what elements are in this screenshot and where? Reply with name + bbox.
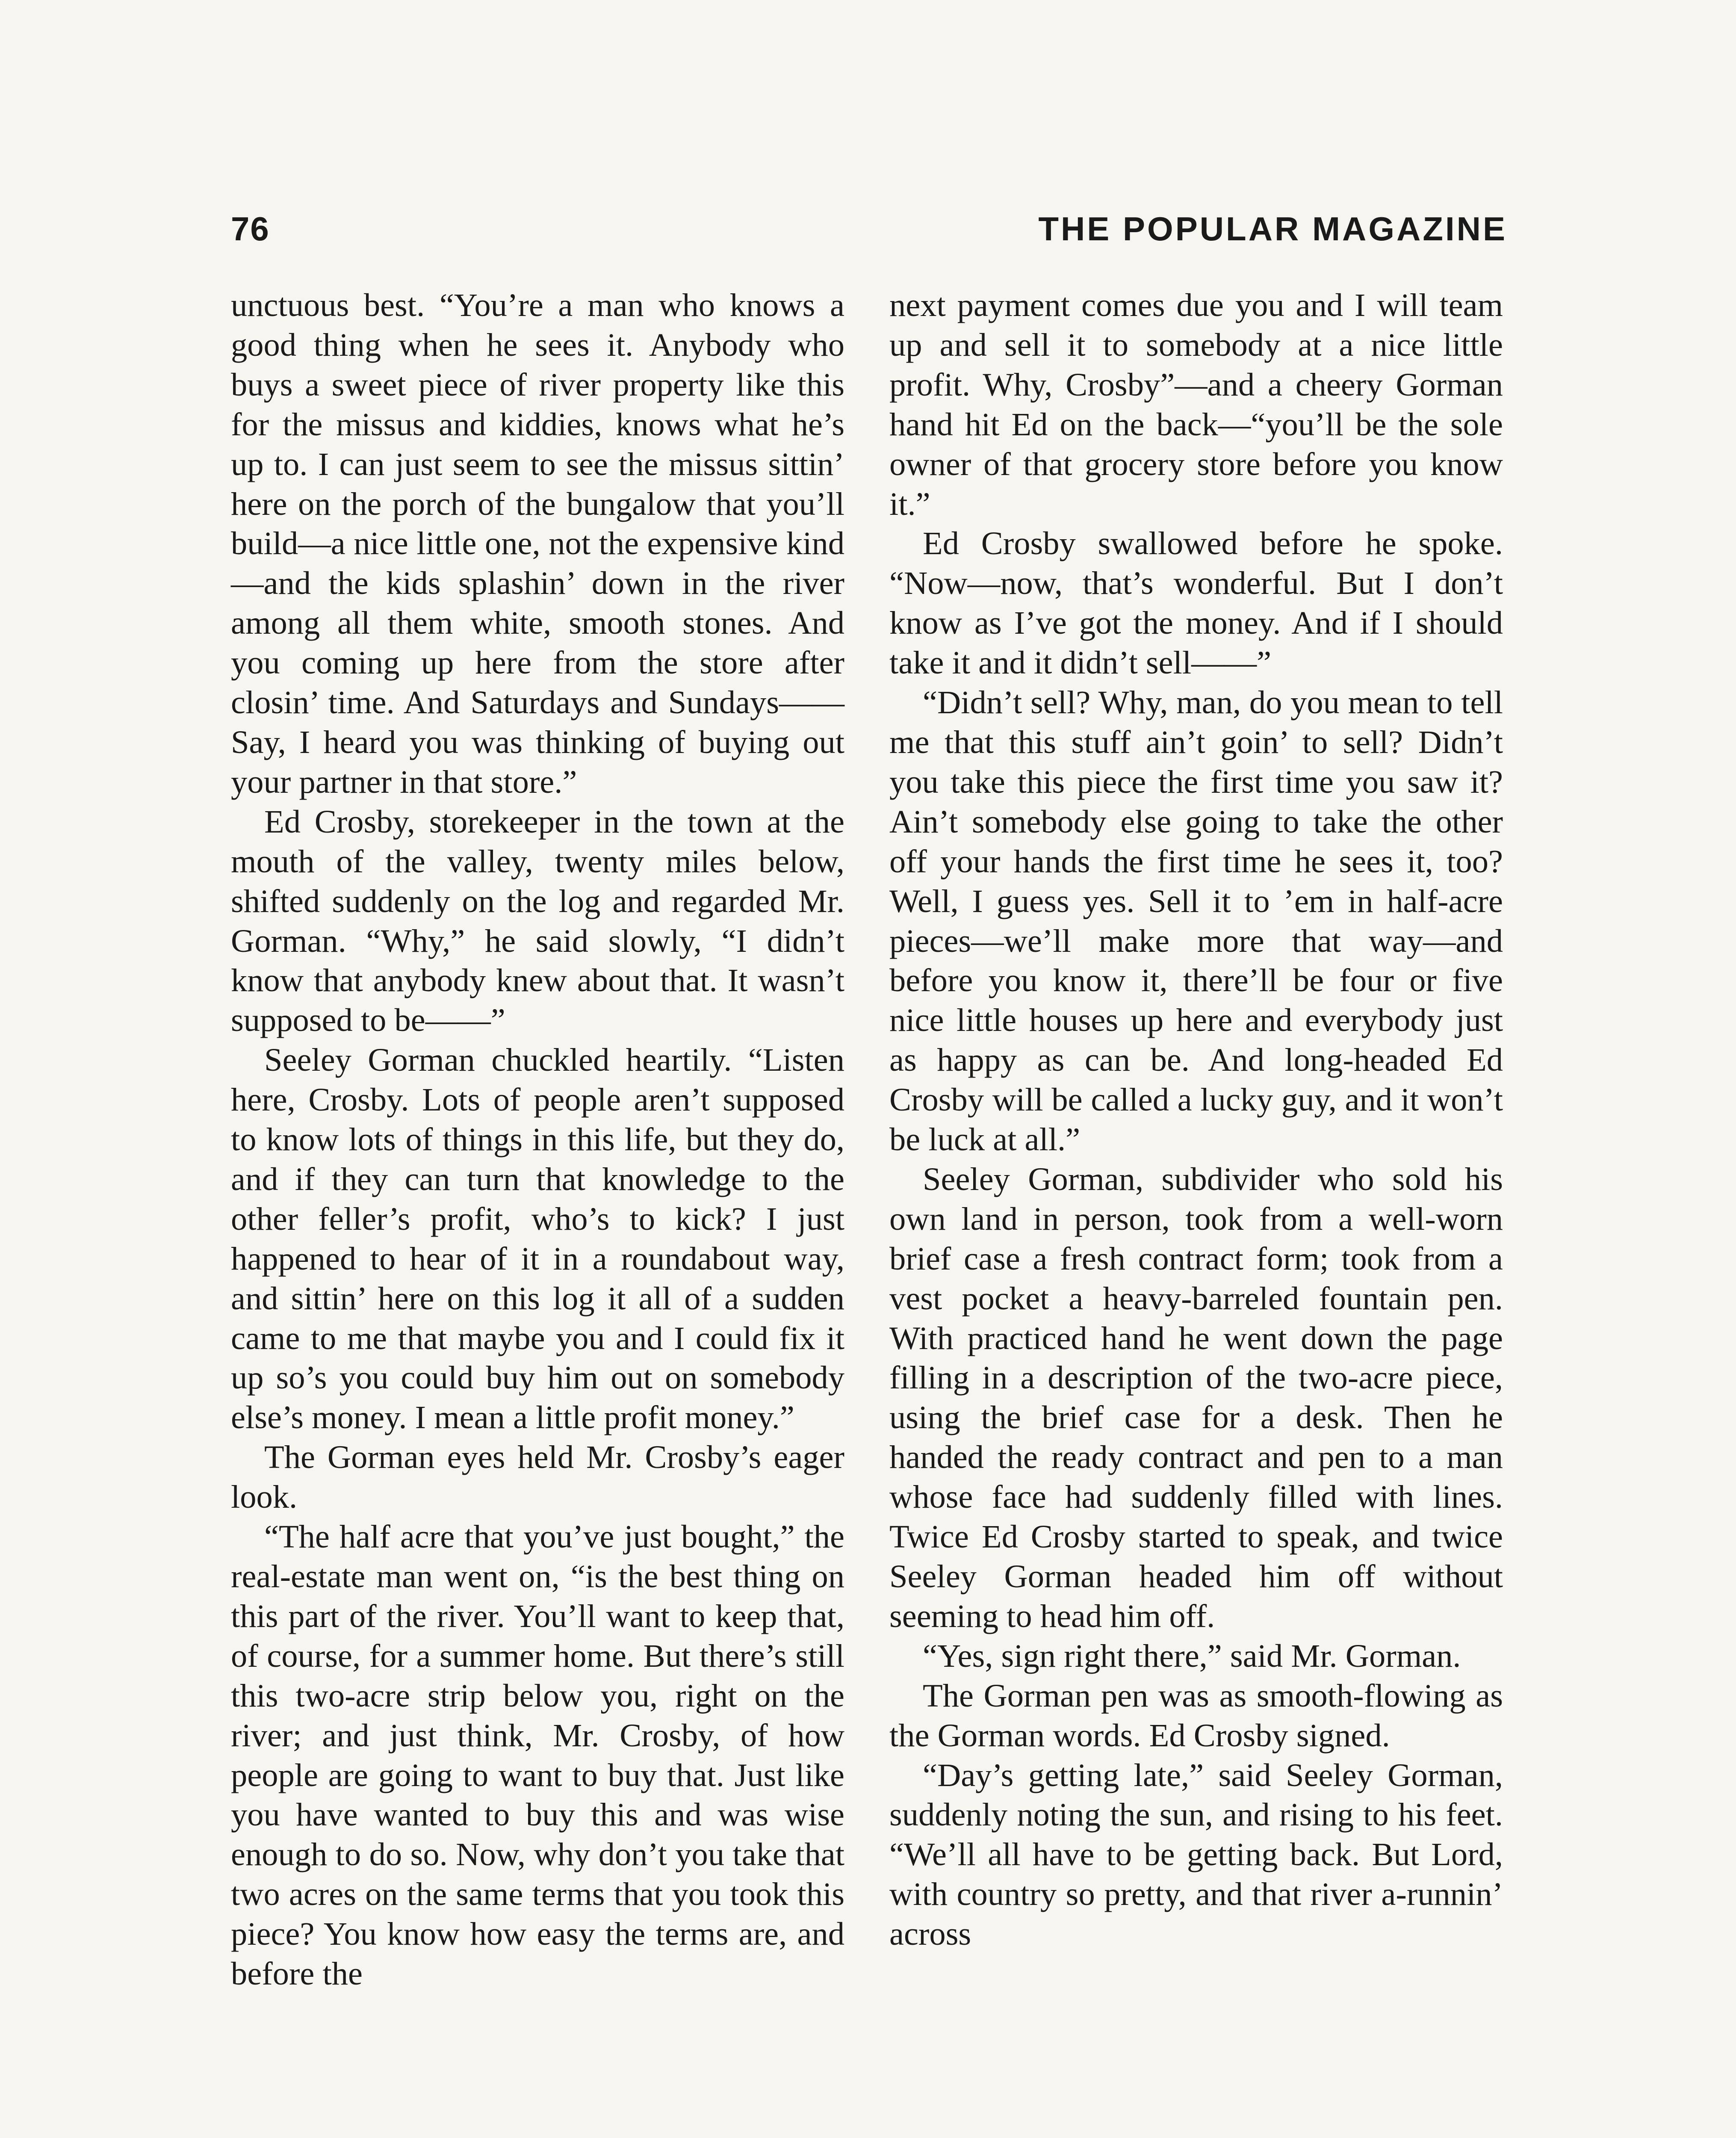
- paragraph: Ed Crosby, storekeeper in the town at the mouth of the valley, twenty miles below, shifted suddenly on the log and regarded Mr. Gorman. “Why,” he said slowly, “I didn’t know that anybody knew about that. It wasn’t supposed to be——”: [231, 803, 844, 1039]
- paragraph: “Day’s getting late,” said Seeley Gorman, suddenly noting the sun, and rising to his feet. “We’ll all have to be getting back. But Lord, with country so pretty, and that river a-runnin’ across: [889, 1757, 1503, 1952]
- paragraph: The Gorman eyes held Mr. Crosby’s eager look.: [231, 1439, 844, 1515]
- paragraph: The Gorman pen was as smooth-flowing as the Gorman words. Ed Crosby signed.: [889, 1677, 1503, 1754]
- page-number: 76: [231, 210, 270, 248]
- left-column: [231, 286, 844, 1994]
- paragraph: Seeley Gorman, subdivider who sold his own land in person, took from a well-worn brief case a fresh contract form; took from a vest pocket a heavy-barreled fountain pen. With practiced hand he went down the page filling in a description of the two-acre piece, using the brief case for a desk. Then he handed the ready contract and pen to a man whose face had suddenly filled with lines. Twice Ed Crosby started to speak, and twice Seeley Gorman headed him off without seeming to head him off.: [889, 1161, 1503, 1634]
- paragraph: “The half acre that you’ve just bought,” the real-estate man went on, “is the best thing on this part of the river. You’ll want to keep that, of course, for a summer home. But there’s still this two-acre strip below you, right on the river; and just think, Mr. Crosby, of how people are going to want to buy that. Just like you have wanted to buy this and was wise enough to do so. Now, why don’t you take that two acres on the same terms that you took this piece? You know how easy the terms are, and before the: [231, 1518, 844, 1992]
- right-column: [889, 286, 1503, 1954]
- paragraph: next payment comes due you and I will team up and sell it to somebody at a nice little profit. Why, Crosby”—and a cheery Gorman hand hit Ed on the back—“you’ll be the sole owner of that grocery store before you know it.”: [889, 287, 1503, 522]
- running-title: THE POPULAR MAGAZINE: [1038, 210, 1507, 248]
- page-header: [231, 210, 1507, 257]
- paragraph: unctuous best. “You’re a man who knows a good thing when he sees it. Anybody who buys a sweet piece of river property like this for the missus and kiddies, knows what he’s up to. I can just seem to see the missus sittin’ here on the porch of the bungalow that you’ll build—a nice little one, not the expensive kind—and the kids splashin’ down in the river among all them white, smooth stones. And you coming up here from the store after closin’ time. And Saturdays and Sundays—— Say, I heard you was thinking of buying out your partner in that store.”: [231, 287, 844, 800]
- paragraph: Seeley Gorman chuckled heartily. “Listen here, Crosby. Lots of people aren’t supposed to know lots of things in this life, but they do, and if they can turn that knowledge to the other feller’s profit, who’s to kick? I just happened to hear of it in a roundabout way, and sittin’ here on this log it all of a sudden came to me that maybe you and I could fix it up so’s you could buy him out on somebody else’s money. I mean a little profit money.”: [231, 1042, 844, 1436]
- paragraph: Ed Crosby swallowed before he spoke. “Now—now, that’s wonderful. But I don’t know as I’ve got the money. And if I should take it and it didn’t sell——”: [889, 525, 1503, 681]
- paragraph: “Didn’t sell? Why, man, do you mean to tell me that this stuff ain’t goin’ to sell? Didn’t you take this piece the first time you saw it? Ain’t somebody else going to take the other off your hands the first time he sees it, too? Well, I guess yes. Sell it to ’em in half-acre pieces—we’ll make more that way—and before you know it, there’ll be four or five nice little houses up here and everybody just as happy as can be. And long-headed Ed Crosby will be called a lucky guy, and it won’t be luck at all.”: [889, 684, 1503, 1158]
- paragraph: “Yes, sign right there,” said Mr. Gorman.: [923, 1637, 1461, 1674]
